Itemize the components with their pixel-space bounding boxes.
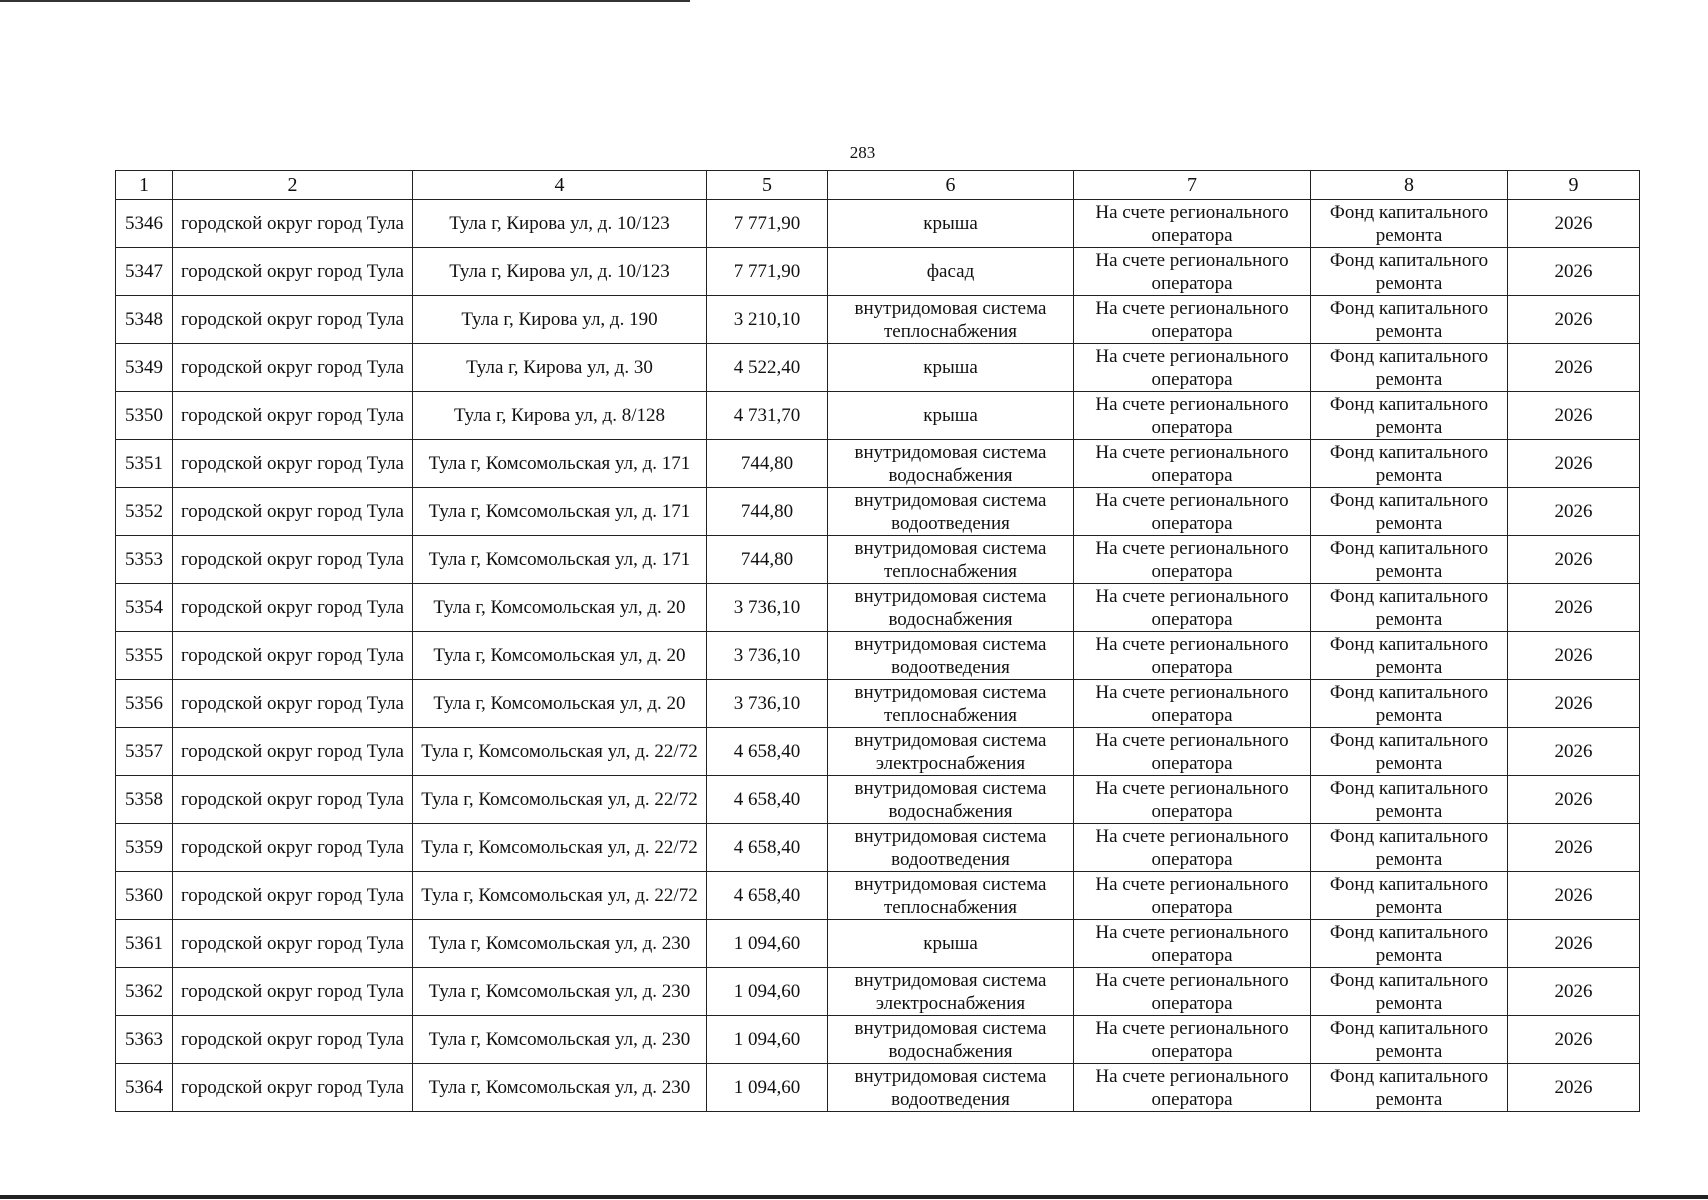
- account-cell: На счете регионального оператора: [1074, 440, 1311, 488]
- area-cell: 744,80: [707, 488, 828, 536]
- table-row: [116, 824, 1640, 872]
- column-header: 8: [1311, 171, 1508, 200]
- column-header: 2: [173, 171, 413, 200]
- year-cell: 2026: [1508, 1016, 1640, 1064]
- row-number: 5347: [116, 248, 173, 296]
- municipality-cell: городской округ город Тула: [173, 872, 413, 920]
- table-row: [116, 584, 1640, 632]
- municipality-cell: городской округ город Тула: [173, 296, 413, 344]
- work-type-cell: внутридомовая система водоснабжения: [828, 1016, 1074, 1064]
- account-cell: На счете регионального оператора: [1074, 248, 1311, 296]
- address-cell: Тула г, Комсомольская ул, д. 22/72: [413, 872, 707, 920]
- row-number: 5353: [116, 536, 173, 584]
- row-number: 5359: [116, 824, 173, 872]
- work-type-cell: внутридомовая система теплоснабжения: [828, 536, 1074, 584]
- municipality-cell: городской округ город Тула: [173, 584, 413, 632]
- funding-source-cell: Фонд капитального ремонта: [1311, 776, 1508, 824]
- area-cell: 1 094,60: [707, 920, 828, 968]
- table-row: [116, 248, 1640, 296]
- table-row: [116, 680, 1640, 728]
- column-header: 9: [1508, 171, 1640, 200]
- funding-source-cell: Фонд капитального ремонта: [1311, 824, 1508, 872]
- table-row: [116, 344, 1640, 392]
- address-cell: Тула г, Комсомольская ул, д. 22/72: [413, 728, 707, 776]
- account-cell: На счете регионального оператора: [1074, 584, 1311, 632]
- municipality-cell: городской округ город Тула: [173, 392, 413, 440]
- work-type-cell: внутридомовая система теплоснабжения: [828, 296, 1074, 344]
- area-cell: 744,80: [707, 536, 828, 584]
- row-number: 5352: [116, 488, 173, 536]
- table-row: [116, 776, 1640, 824]
- row-number: 5354: [116, 584, 173, 632]
- work-type-cell: внутридомовая система водоснабжения: [828, 440, 1074, 488]
- funding-source-cell: Фонд капитального ремонта: [1311, 920, 1508, 968]
- funding-source-cell: Фонд капитального ремонта: [1311, 968, 1508, 1016]
- row-number: 5357: [116, 728, 173, 776]
- row-number: 5351: [116, 440, 173, 488]
- municipality-cell: городской округ город Тула: [173, 968, 413, 1016]
- work-type-cell: крыша: [828, 920, 1074, 968]
- table-row: [116, 488, 1640, 536]
- address-cell: Тула г, Комсомольская ул, д. 22/72: [413, 824, 707, 872]
- account-cell: На счете регионального оператора: [1074, 392, 1311, 440]
- account-cell: На счете регионального оператора: [1074, 200, 1311, 248]
- table-row: [116, 920, 1640, 968]
- row-number: 5356: [116, 680, 173, 728]
- column-header: 6: [828, 171, 1074, 200]
- year-cell: 2026: [1508, 968, 1640, 1016]
- year-cell: 2026: [1508, 440, 1640, 488]
- address-cell: Тула г, Кирова ул, д. 190: [413, 296, 707, 344]
- row-number: 5355: [116, 632, 173, 680]
- work-type-cell: внутридомовая система теплоснабжения: [828, 872, 1074, 920]
- area-cell: 1 094,60: [707, 1064, 828, 1112]
- work-type-cell: внутридомовая система водоснабжения: [828, 584, 1074, 632]
- column-header: 5: [707, 171, 828, 200]
- funding-source-cell: Фонд капитального ремонта: [1311, 728, 1508, 776]
- page-number: 283: [849, 143, 876, 162]
- account-cell: На счете регионального оператора: [1074, 536, 1311, 584]
- municipality-cell: городской округ город Тула: [173, 632, 413, 680]
- area-cell: 7 771,90: [707, 248, 828, 296]
- year-cell: 2026: [1508, 296, 1640, 344]
- municipality-cell: городской округ город Тула: [173, 488, 413, 536]
- address-cell: Тула г, Комсомольская ул, д. 22/72: [413, 776, 707, 824]
- account-cell: На счете регионального оператора: [1074, 488, 1311, 536]
- municipality-cell: городской округ город Тула: [173, 344, 413, 392]
- table-row: [116, 296, 1640, 344]
- year-cell: 2026: [1508, 632, 1640, 680]
- scan-edge-bottom: [0, 1195, 1708, 1199]
- year-cell: 2026: [1508, 392, 1640, 440]
- work-type-cell: крыша: [828, 200, 1074, 248]
- address-cell: Тула г, Комсомольская ул, д. 230: [413, 1064, 707, 1112]
- table-row: [116, 632, 1640, 680]
- year-cell: 2026: [1508, 584, 1640, 632]
- area-cell: 3 210,10: [707, 296, 828, 344]
- account-cell: На счете регионального оператора: [1074, 872, 1311, 920]
- address-cell: Тула г, Комсомольская ул, д. 20: [413, 680, 707, 728]
- work-type-cell: внутридомовая система водоотведения: [828, 632, 1074, 680]
- year-cell: 2026: [1508, 824, 1640, 872]
- work-type-cell: крыша: [828, 344, 1074, 392]
- row-number: 5348: [116, 296, 173, 344]
- address-cell: Тула г, Комсомольская ул, д. 230: [413, 968, 707, 1016]
- municipality-cell: городской округ город Тула: [173, 728, 413, 776]
- account-cell: На счете регионального оператора: [1074, 1064, 1311, 1112]
- column-header: 7: [1074, 171, 1311, 200]
- account-cell: На счете регионального оператора: [1074, 776, 1311, 824]
- work-type-cell: внутридомовая система электроснабжения: [828, 728, 1074, 776]
- work-type-cell: внутридомовая система водоотведения: [828, 824, 1074, 872]
- year-cell: 2026: [1508, 536, 1640, 584]
- area-cell: 4 658,40: [707, 776, 828, 824]
- work-type-cell: внутридомовая система теплоснабжения: [828, 680, 1074, 728]
- address-cell: Тула г, Кирова ул, д. 30: [413, 344, 707, 392]
- municipality-cell: городской округ город Тула: [173, 1016, 413, 1064]
- account-cell: На счете регионального оператора: [1074, 824, 1311, 872]
- address-cell: Тула г, Кирова ул, д. 8/128: [413, 392, 707, 440]
- municipality-cell: городской округ город Тула: [173, 824, 413, 872]
- area-cell: 3 736,10: [707, 632, 828, 680]
- row-number: 5360: [116, 872, 173, 920]
- area-cell: 7 771,90: [707, 200, 828, 248]
- address-cell: Тула г, Комсомольская ул, д. 20: [413, 632, 707, 680]
- address-cell: Тула г, Комсомольская ул, д. 230: [413, 920, 707, 968]
- address-cell: Тула г, Комсомольская ул, д. 171: [413, 488, 707, 536]
- funding-source-cell: Фонд капитального ремонта: [1311, 392, 1508, 440]
- area-cell: 4 731,70: [707, 392, 828, 440]
- work-type-cell: внутридомовая система водоснабжения: [828, 776, 1074, 824]
- year-cell: 2026: [1508, 344, 1640, 392]
- scan-edge-top: [0, 0, 690, 2]
- address-cell: Тула г, Комсомольская ул, д. 171: [413, 440, 707, 488]
- municipality-cell: городской округ город Тула: [173, 200, 413, 248]
- year-cell: 2026: [1508, 488, 1640, 536]
- funding-source-cell: Фонд капитального ремонта: [1311, 1016, 1508, 1064]
- year-cell: 2026: [1508, 248, 1640, 296]
- year-cell: 2026: [1508, 872, 1640, 920]
- municipality-cell: городской округ город Тула: [173, 536, 413, 584]
- area-cell: 3 736,10: [707, 680, 828, 728]
- area-cell: 744,80: [707, 440, 828, 488]
- account-cell: На счете регионального оператора: [1074, 920, 1311, 968]
- work-type-cell: внутридомовая система электроснабжения: [828, 968, 1074, 1016]
- year-cell: 2026: [1508, 680, 1640, 728]
- table-row: [116, 1064, 1640, 1112]
- funding-source-cell: Фонд капитального ремонта: [1311, 632, 1508, 680]
- area-cell: 4 658,40: [707, 728, 828, 776]
- address-cell: Тула г, Кирова ул, д. 10/123: [413, 248, 707, 296]
- municipality-cell: городской округ город Тула: [173, 248, 413, 296]
- funding-source-cell: Фонд капитального ремонта: [1311, 680, 1508, 728]
- row-number: 5349: [116, 344, 173, 392]
- funding-source-cell: Фонд капитального ремонта: [1311, 584, 1508, 632]
- municipality-cell: городской округ город Тула: [173, 776, 413, 824]
- account-cell: На счете регионального оператора: [1074, 632, 1311, 680]
- account-cell: На счете регионального оператора: [1074, 968, 1311, 1016]
- municipality-cell: городской округ город Тула: [173, 680, 413, 728]
- column-header: 4: [413, 171, 707, 200]
- table-row: [116, 200, 1640, 248]
- funding-source-cell: Фонд капитального ремонта: [1311, 296, 1508, 344]
- account-cell: На счете регионального оператора: [1074, 296, 1311, 344]
- area-cell: 1 094,60: [707, 968, 828, 1016]
- row-number: 5363: [116, 1016, 173, 1064]
- funding-source-cell: Фонд капитального ремонта: [1311, 344, 1508, 392]
- municipality-cell: городской округ город Тула: [173, 440, 413, 488]
- funding-source-cell: Фонд капитального ремонта: [1311, 872, 1508, 920]
- account-cell: На счете регионального оператора: [1074, 1016, 1311, 1064]
- row-number: 5361: [116, 920, 173, 968]
- table-row: [116, 1016, 1640, 1064]
- table-row: [116, 536, 1640, 584]
- area-cell: 3 736,10: [707, 584, 828, 632]
- address-cell: Тула г, Кирова ул, д. 10/123: [413, 200, 707, 248]
- work-type-cell: фасад: [828, 248, 1074, 296]
- area-cell: 1 094,60: [707, 1016, 828, 1064]
- column-header: 1: [116, 171, 173, 200]
- year-cell: 2026: [1508, 200, 1640, 248]
- funding-source-cell: Фонд капитального ремонта: [1311, 248, 1508, 296]
- address-cell: Тула г, Комсомольская ул, д. 230: [413, 1016, 707, 1064]
- row-number: 5362: [116, 968, 173, 1016]
- row-number: 5358: [116, 776, 173, 824]
- row-number: 5346: [116, 200, 173, 248]
- account-cell: На счете регионального оператора: [1074, 344, 1311, 392]
- table-body: [116, 200, 1640, 1112]
- header-row: [116, 171, 1640, 200]
- year-cell: 2026: [1508, 728, 1640, 776]
- table-row: [116, 968, 1640, 1016]
- row-number: 5364: [116, 1064, 173, 1112]
- funding-source-cell: Фонд капитального ремонта: [1311, 536, 1508, 584]
- funding-source-cell: Фонд капитального ремонта: [1311, 1064, 1508, 1112]
- capital-repair-table: [115, 170, 1640, 1112]
- municipality-cell: городской округ город Тула: [173, 920, 413, 968]
- row-number: 5350: [116, 392, 173, 440]
- account-cell: На счете регионального оператора: [1074, 728, 1311, 776]
- table-row: [116, 392, 1640, 440]
- year-cell: 2026: [1508, 776, 1640, 824]
- area-cell: 4 522,40: [707, 344, 828, 392]
- work-type-cell: крыша: [828, 392, 1074, 440]
- work-type-cell: внутридомовая система водоотведения: [828, 488, 1074, 536]
- funding-source-cell: Фонд капитального ремонта: [1311, 440, 1508, 488]
- year-cell: 2026: [1508, 920, 1640, 968]
- area-cell: 4 658,40: [707, 824, 828, 872]
- funding-source-cell: Фонд капитального ремонта: [1311, 200, 1508, 248]
- account-cell: На счете регионального оператора: [1074, 680, 1311, 728]
- work-type-cell: внутридомовая система водоотведения: [828, 1064, 1074, 1112]
- table-row: [116, 872, 1640, 920]
- year-cell: 2026: [1508, 1064, 1640, 1112]
- address-cell: Тула г, Комсомольская ул, д. 171: [413, 536, 707, 584]
- area-cell: 4 658,40: [707, 872, 828, 920]
- table-row: [116, 440, 1640, 488]
- municipality-cell: городской округ город Тула: [173, 1064, 413, 1112]
- table-row: [116, 728, 1640, 776]
- address-cell: Тула г, Комсомольская ул, д. 20: [413, 584, 707, 632]
- funding-source-cell: Фонд капитального ремонта: [1311, 488, 1508, 536]
